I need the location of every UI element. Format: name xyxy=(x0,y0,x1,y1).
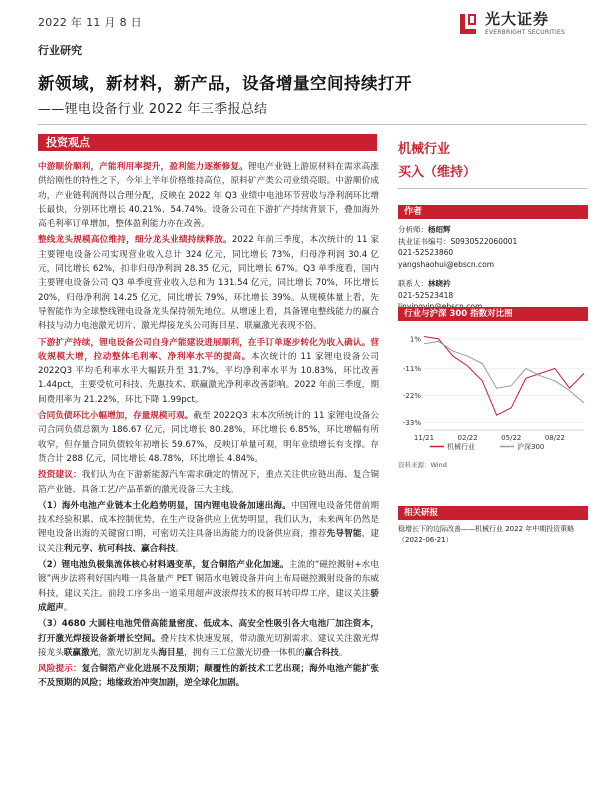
stock-name: 先导智能 xyxy=(326,529,362,540)
legend-label: 沪深300 xyxy=(517,443,545,451)
contact-name: 林晓衿 xyxy=(428,279,451,288)
list-body: 主流的“磁控溅射+水电镀”两步法将利好国内唯一具备量产 PET 铜箔水电镀设备并向上布局磁控溅射设备的东威科技，建议关注。前段工序多出一道采用超声波滚焊技术的极耳转印焊工序，建议关注 xyxy=(38,560,380,599)
rating: 买入（维持） xyxy=(398,165,477,180)
paragraph xyxy=(38,233,379,333)
risk-body: 复合铜箔产业化进展不及预期；颠覆性的新技术工艺出现；海外电池产能扩张不及预期的风险；地缘政治冲突加剧，逆全球化加剧。 xyxy=(38,664,379,689)
legend-label: 机械行业 xyxy=(447,443,475,451)
analyst-cert: 执业证书编号：S0930522060001 xyxy=(398,236,518,246)
chart-header: 行业与沪深 300 指数对比图 xyxy=(398,307,588,321)
paragraph xyxy=(38,336,379,407)
paragraph xyxy=(38,468,379,497)
section-header xyxy=(38,134,377,151)
y-tick-label: -22% xyxy=(402,392,421,401)
list-number: （2） xyxy=(38,560,62,571)
paragraph-body: 截至 2022Q3 末本次所统计的 11 家锂电设备公司合同负债总额为 186.67 亿元，同比增长 80.28%，环比增长 6.85%，环比增幅有所收窄，但存量合同负债较年初增长 59.67%，反映订单量可观，明年业绩增长有支撑。存货合计 288 亿元，同比增长 48.78%，环比增长 4.84%。 xyxy=(38,411,379,464)
header-divider xyxy=(38,124,587,125)
report-date: 2022 年 11 月 8 日 xyxy=(38,16,142,29)
x-tick-label: 05/22 xyxy=(501,434,522,442)
paragraph-lead: 合同负债环比小幅增加，存量规模可观。 xyxy=(38,411,194,422)
x-tick-label: 11/21 xyxy=(413,434,435,442)
y-tick-label: -33% xyxy=(402,419,421,428)
list-body: 。 xyxy=(338,647,348,658)
list-body: 。 xyxy=(63,602,73,613)
list-body: ，建议关注 xyxy=(38,529,379,554)
list-item xyxy=(38,558,379,615)
analyst-label: 分析师： xyxy=(398,225,428,234)
list-number: （3） xyxy=(38,619,62,630)
list-lead: 4680 大圆柱电池凭借高能量密度、低成本、高安全性吸引各大电池厂加注资本，打开激光焊接设备新增长空间。 xyxy=(38,619,379,644)
main-text xyxy=(38,160,379,693)
analyst-email[interactable]: yangshaohui@ebscn.com xyxy=(398,259,495,269)
x-tick-label: 02/22 xyxy=(457,434,478,442)
paragraph-lead: 中游顺价顺利，产能利用率提升，盈利能力逐渐修复。 xyxy=(38,162,248,172)
list-body: ，激光切割龙头 xyxy=(98,647,159,658)
logo-english: EVERBRIGHT SECURITIES xyxy=(485,29,565,36)
chart-source: 资料来源：Wind xyxy=(398,461,447,469)
list-body: 叠片技术快速发展，带动激光切割需求。建议关注激光焊接龙头 xyxy=(38,633,379,658)
everbright-logo-icon xyxy=(457,11,479,37)
stock-name: 联赢激光 xyxy=(63,647,99,658)
list-lead: 海外电池产业链本土化趋势明显，国内锂电设备加速出海。 xyxy=(61,500,292,511)
paragraph-lead: 整线龙头规模高位维持，细分龙头业绩持续释放。 xyxy=(38,235,232,246)
paragraph-body: 锂电产业链上游原材料在需求高涨供给刚性的特性之下，今年上半年价格维持高位，原料矿产类公司业绩亮眼。中游顺价成功，产业链利润得以合理分配，反映在 2022 年 Q3 业绩中电池环节营收与净利润环比增长最快，分别环比增长 40.21%、54.74%。设备公司在下游扩产持续背景下，叠加海外高毛利率订单增加，整体盈利能力亦在改善。 xyxy=(38,162,379,230)
analyst-name: 杨绍辉 xyxy=(428,225,451,234)
related-report-link[interactable]: 稳增长下的边际改善——机械行业 2022 年中期投资策略（2022-06-21） xyxy=(398,525,575,544)
paragraph-body: 我们认为在下游新能源汽车需求确定的情况下，重点关注供应链出海、复合铜箔产业链、具备工艺/产品革新的激光设备三大主线。 xyxy=(38,470,379,495)
paragraph-body: 2022 年前三季度，本次统计的 11 家主要锂电设备公司实现营业收入总计 324 亿元，同比增长 73%，归母净利润 30.4 亿元，同比增长 62%，扣非归母净利润 28.35 亿元，同比增长 67%。Q3 单季度看，国内主要锂电设备公司 Q3 单季度营业收入总和为 131.54 亿元，同比增长 70%，环比增长 20%，归母净利润 14.25 亿元，同比增长 79%，环比增长 39%。从规模体量上看，先导智能作为全球整线锂电设备龙头保持领先地位。从增速上看，具备锂电整线能力的赢合科技与动力电池激光切片、激光焊接龙头公司海目星、联赢激光表现不俗。 xyxy=(38,235,379,332)
list-number: （1） xyxy=(38,500,62,511)
list-lead: 锂电池负极集流体核心材料遇变革，复合铜箔产业化加速。 xyxy=(61,560,289,571)
y-tick-label: -11% xyxy=(402,364,421,373)
stock-name: 利元亨、杭可科技、赢合科技 xyxy=(63,543,176,554)
stock-name: 海目星 xyxy=(158,647,185,658)
list-body: 中国锂电设备凭借前期技术经验积累、成本控制优势，在生产设备供应上优势明显，我们认为，未来两年仍然是锂电设备出海的关键窗口期，可密切关注具备出海能力的设备供应商，推荐 xyxy=(38,500,379,540)
index-comparison-chart xyxy=(398,328,588,458)
report-type: 行业研究 xyxy=(38,44,82,57)
risk-warning xyxy=(38,662,379,691)
list-item xyxy=(38,499,379,556)
related-header: 相关研报 xyxy=(398,506,588,520)
authors-header: 作者 xyxy=(398,205,588,219)
y-tick-label: 1% xyxy=(409,335,421,344)
analyst-block xyxy=(398,224,588,270)
paragraph-lead: 投资建议： xyxy=(38,470,82,481)
section-label: 投资观点 xyxy=(46,136,90,149)
paragraph-lead: 下游扩产持续，锂电设备公司自身产能建设进展顺利，在手订单逐步转化为收入确认。营收规模大增，拉动整体毛利率、净利率水平的提高。 xyxy=(38,337,379,362)
stock-name: 赢合科技 xyxy=(304,647,339,658)
list-item xyxy=(38,617,379,660)
page-title: 新领域，新材料，新产品，设备增量空间持续打开 xyxy=(38,74,412,93)
contact-label: 联系人： xyxy=(398,279,428,288)
risk-lead: 风险提示： xyxy=(38,664,82,675)
industry-name: 机械行业 xyxy=(398,142,451,157)
stock-name: 骄成超声 xyxy=(38,588,379,613)
analyst-phone: 021-52523860 xyxy=(398,248,454,257)
contact-phone: 021-52523418 xyxy=(398,290,454,300)
paragraph-body: 本次统计的 11 家锂电设备公司 2022Q3 平均毛利率水平大幅跃升至 31.7%，平均净利率水平为 10.83%，环比改善 1.44pct，主要受杭可科技、先惠技术、联赢激光净利率改善影响。2022 年前三季度，期间费用率为 21.22%，环比下降 1.99pct。 xyxy=(38,351,379,405)
paragraph xyxy=(38,409,379,466)
logo-name: 光大证券 xyxy=(485,10,550,28)
brand-logo xyxy=(457,8,587,40)
x-tick-label: 08/22 xyxy=(544,434,566,442)
page-subtitle: ——锂电设备行业 2022 年三季报总结 xyxy=(38,102,268,117)
sidebar xyxy=(398,138,588,313)
list-body: 。 xyxy=(175,543,185,554)
list-body: ，拥有三工位激光切叠一体机的 xyxy=(184,647,305,658)
sidebar-divider xyxy=(398,188,588,189)
paragraph xyxy=(38,160,379,231)
